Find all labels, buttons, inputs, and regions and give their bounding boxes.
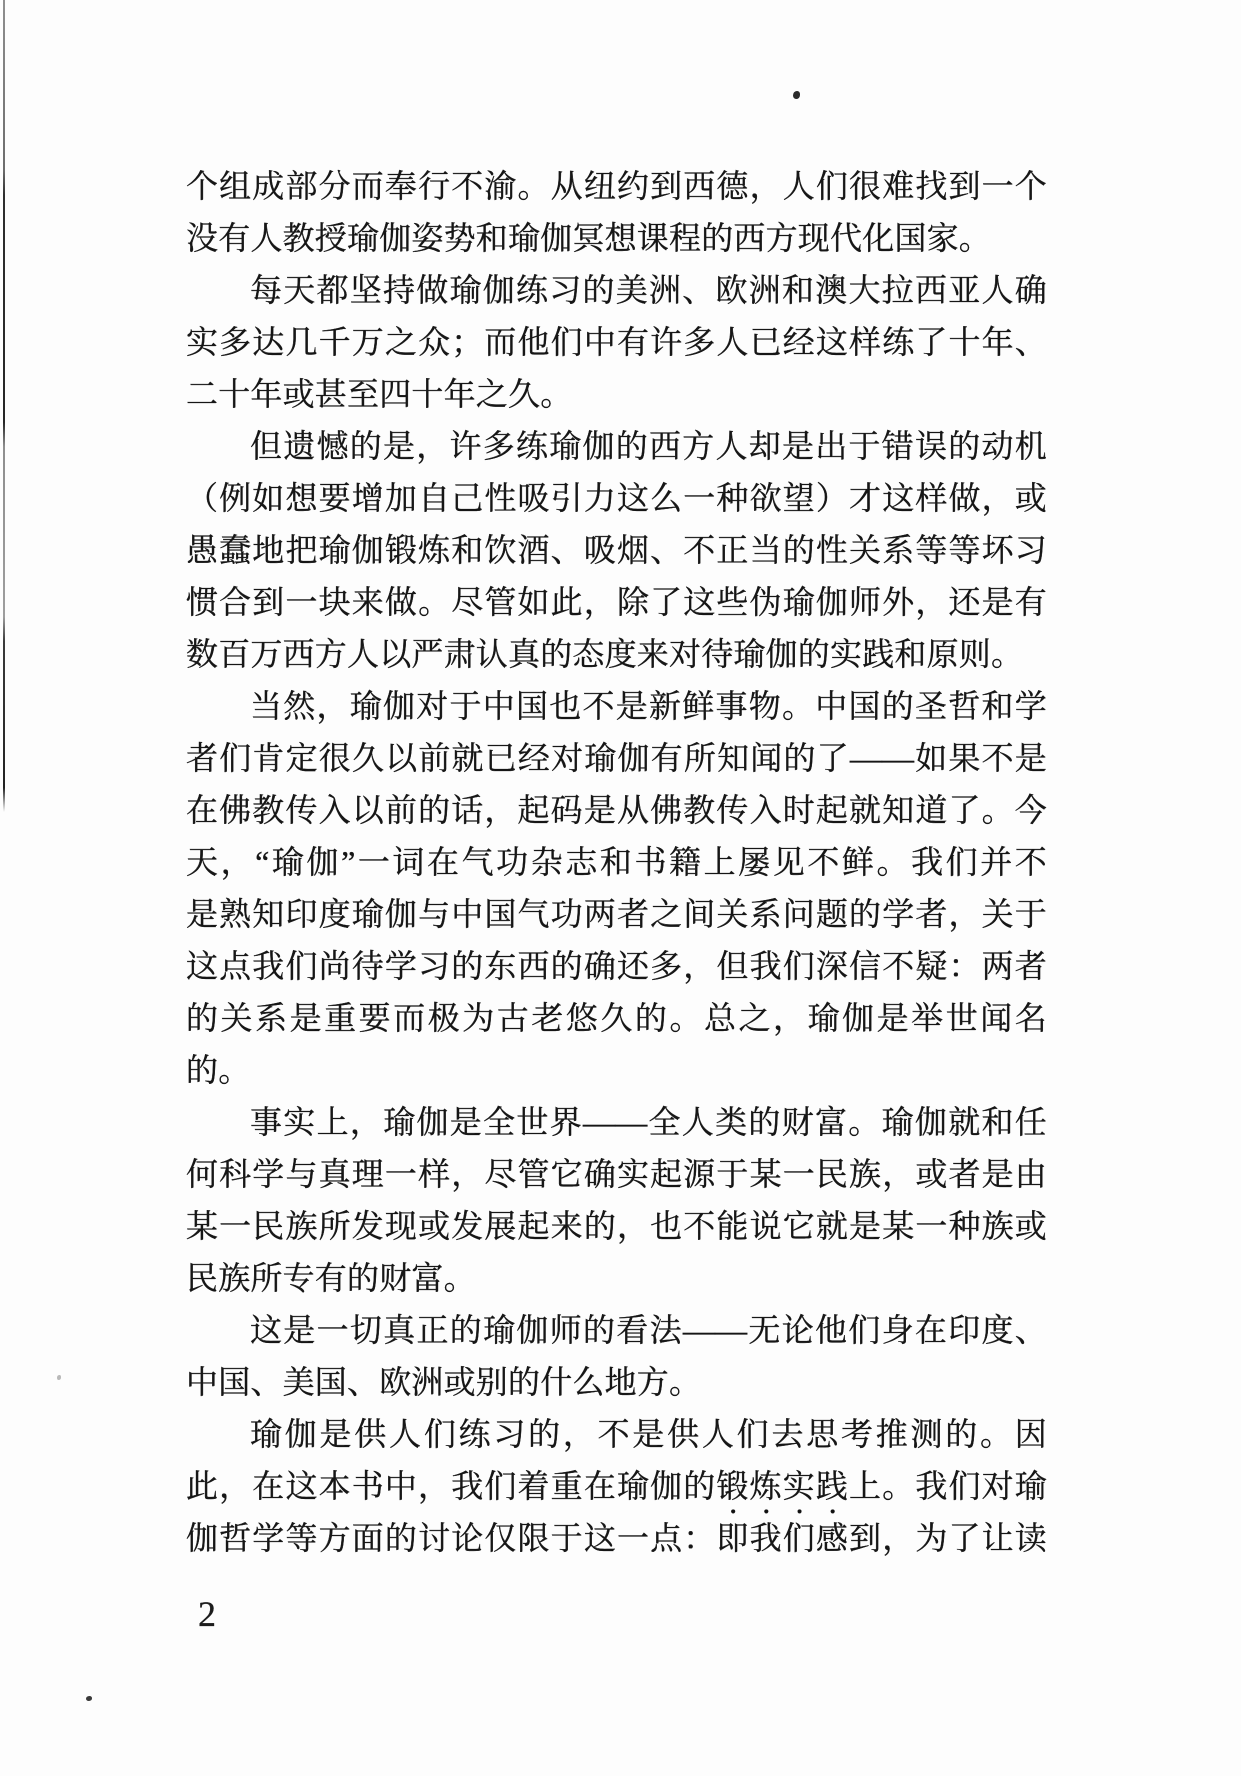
text-line <box>186 940 1047 992</box>
text-line <box>186 1096 1047 1148</box>
text-segment: 数百万西方人以严肃认真的态度来对待瑜伽的实践和原则。 <box>186 636 1024 672</box>
text-segment: 但遗憾的是，许多练瑜伽的西方人却是出于错误的动机 <box>250 428 1047 464</box>
text-line <box>186 576 1047 628</box>
text-segment: 当然，瑜伽对于中国也不是新鲜事物。中国的圣哲和学 <box>250 688 1047 724</box>
text-segment: 在佛教传入以前的话，起码是从佛教传入时起就知道了。今 <box>186 792 1047 828</box>
text-segment: 个组成部分而奉行不渝。从纽约到西德，人们很难找到一个 <box>186 168 1047 204</box>
text-segment: 何科学与真理一样，尽管它确实起源于某一民族，或者是由 <box>186 1156 1047 1192</box>
text-segment: 是熟知印度瑜伽与中国气功两者之间关系问题的学者，关于 <box>186 896 1047 932</box>
text-line <box>186 524 1047 576</box>
text-line <box>186 368 1047 420</box>
text-line <box>186 1356 1047 1408</box>
text-line <box>186 888 1047 940</box>
text-segment: 每天都坚持做瑜伽练习的美洲、欧洲和澳大拉西亚人确 <box>250 272 1047 308</box>
text-segment: 的关系是重要而极为古老悠久的。总之，瑜伽是举世闻名 <box>186 1000 1047 1036</box>
text-segment: 这是一切真正的瑜伽师的看法——无论他们身在印度、 <box>250 1312 1047 1348</box>
text-segment: 上。我们对瑜 <box>849 1468 1047 1504</box>
text-line <box>186 836 1047 888</box>
text-line <box>186 784 1047 836</box>
text-segment: 事实上，瑜伽是全世界——全人类的财富。瑜伽就和任 <box>250 1104 1047 1140</box>
text-line <box>186 732 1047 784</box>
text-line <box>186 420 1047 472</box>
text-block <box>186 160 1047 1564</box>
text-segment: 的。 <box>186 1052 251 1088</box>
emphasized-text: 锻炼实践 <box>716 1468 850 1504</box>
text-line <box>186 992 1047 1044</box>
text-segment: 民族所专有的财富。 <box>186 1260 476 1296</box>
scan-speck <box>57 1375 61 1380</box>
text-segment: 这点我们尚待学习的东西的确还多，但我们深信不疑：两者 <box>186 948 1047 984</box>
text-line <box>186 212 1047 264</box>
text-segment: （例如想要增加自己性吸引力这么一种欲望）才这样做，或 <box>186 480 1047 516</box>
text-segment: 愚蠢地把瑜伽锻炼和饮酒、吸烟、不正当的性关系等等坏习 <box>186 532 1047 568</box>
text-segment: 者们肯定很久以前就已经对瑜伽有所知闻的了——如果不是 <box>186 740 1047 776</box>
text-line <box>186 680 1047 732</box>
text-segment: 伽哲学等方面的讨论仅限于这一点：即我们感到，为了让读 <box>186 1520 1047 1556</box>
text-line <box>186 1512 1047 1564</box>
text-line <box>186 1044 1047 1096</box>
text-line <box>186 1252 1047 1304</box>
text-segment: 此，在这本书中，我们着重在瑜伽的 <box>186 1468 717 1504</box>
text-segment: 中国、美国、欧洲或别的什么地方。 <box>186 1364 702 1400</box>
scan-edge-artifact <box>3 0 5 812</box>
text-line <box>186 628 1047 680</box>
text-segment: 没有人教授瑜伽姿势和瑜伽冥想课程的西方现代化国家。 <box>186 220 992 256</box>
text-line <box>186 1408 1047 1460</box>
page-number: 2 <box>198 1594 216 1634</box>
text-segment: 实多达几千万之众；而他们中有许多人已经这样练了十年、 <box>186 324 1047 360</box>
text-segment: 某一民族所发现或发展起来的，也不能说它就是某一种族或 <box>186 1208 1047 1244</box>
text-segment: 天，“瑜伽”一词在气功杂志和书籍上屡见不鲜。我们并不 <box>186 844 1047 880</box>
text-line <box>186 160 1047 212</box>
text-line <box>186 1148 1047 1200</box>
text-line <box>186 1200 1047 1252</box>
scan-speck <box>86 1696 92 1701</box>
text-line <box>186 264 1047 316</box>
text-line <box>186 472 1047 524</box>
text-segment: 惯合到一块来做。尽管如此，除了这些伪瑜伽师外，还是有 <box>186 584 1047 620</box>
text-line <box>186 316 1047 368</box>
text-line <box>186 1304 1047 1356</box>
text-line <box>186 1460 1047 1512</box>
text-segment: 瑜伽是供人们练习的，不是供人们去思考推测的。因 <box>250 1416 1047 1452</box>
text-segment: 二十年或甚至四十年之久。 <box>186 376 573 412</box>
scan-speck <box>793 91 800 99</box>
